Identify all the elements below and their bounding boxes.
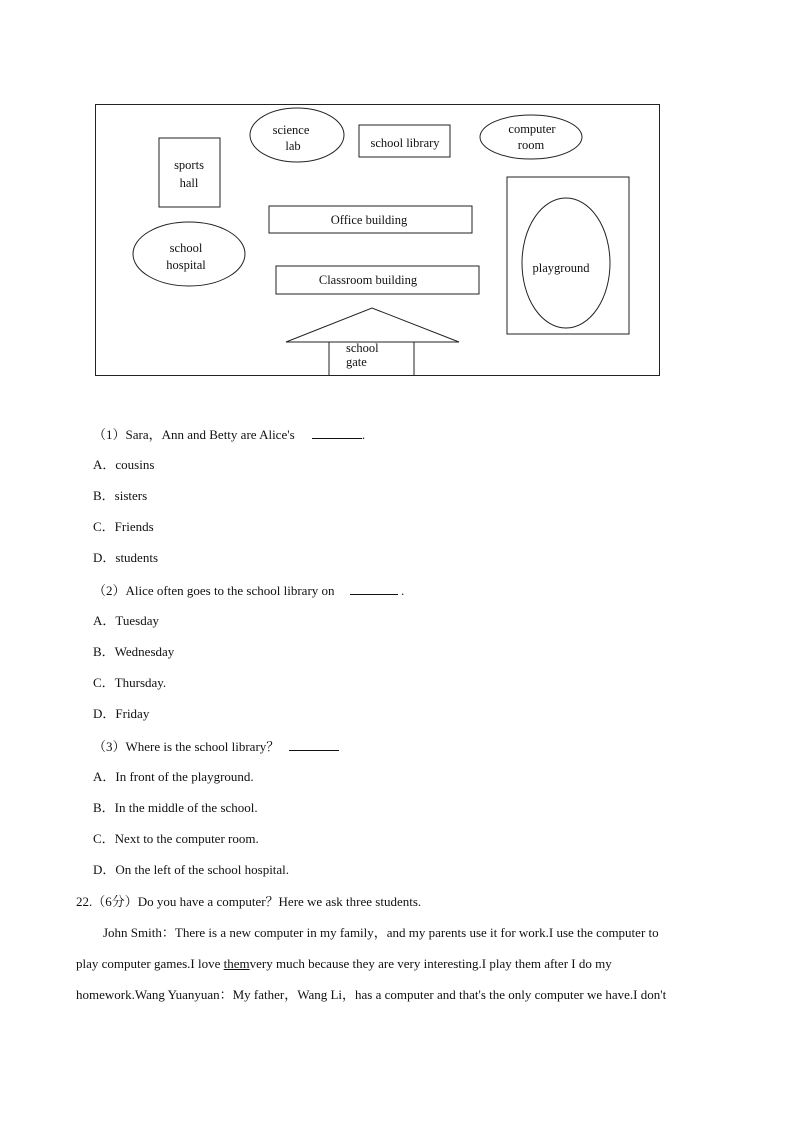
answer-blank-3[interactable] (289, 738, 339, 751)
answer-blank-2[interactable] (350, 582, 398, 595)
school-gate-label-2: gate (346, 355, 367, 369)
playground-shape (507, 177, 629, 334)
science-lab-label-1: science (272, 123, 310, 137)
question-3 (93, 738, 339, 755)
passage-line-2 (76, 956, 718, 972)
school-gate-label-1: school (346, 341, 379, 355)
school-hospital-label-2: hospital (166, 258, 206, 272)
q3-option-b[interactable]: B．In the middle of the school. (93, 800, 258, 815)
sports-hall-label-1: sports (174, 158, 204, 172)
classroom-building-label: Classroom building (318, 273, 418, 287)
q2-option-d[interactable]: D．Friday (93, 706, 150, 721)
sports-hall-label-2: hall (179, 176, 199, 190)
office-building-label: Office building (330, 213, 408, 227)
q3-option-c[interactable]: C．Next to the computer room. (93, 831, 259, 846)
sports-hall-shape (159, 138, 220, 207)
question-2-tail: . (401, 583, 405, 598)
passage-line-2-post: very much because they are very interesting.I play them after I do my (249, 956, 612, 971)
passage-line-3: homework.Wang Yuanyuan：My father，Wang Li，has a computer and that's the only computer we have.I don't (76, 987, 667, 1002)
school-library-label: school library (370, 136, 440, 150)
question-3-stem: （3）Where is the school library？ (93, 739, 280, 754)
q1-option-d[interactable]: D．students (93, 550, 159, 565)
school-gate-roof (286, 308, 459, 342)
question-1 (93, 426, 365, 443)
q2-option-a[interactable]: A．Tuesday (93, 613, 159, 628)
playground-label: playground (532, 261, 590, 275)
q3-option-a[interactable]: A．In front of the playground. (93, 769, 254, 784)
underlined-word-them: them (223, 956, 250, 971)
question-1-stem: （1）Sara，Ann and Betty are Alice's (93, 427, 295, 442)
science-lab-label-2: lab (285, 139, 301, 153)
question-1-tail: . (361, 427, 366, 442)
answer-blank-1[interactable] (312, 426, 362, 439)
school-map-diagram (95, 104, 660, 376)
question-2 (93, 582, 404, 599)
passage-line-1: John Smith：There is a new computer in my family，and my parents use it for work.I use the computer to (103, 925, 659, 940)
school-map (95, 104, 660, 376)
computer-room-label-1: computer (508, 122, 556, 136)
computer-room-label-2: room (517, 138, 545, 152)
passage-line-2-pre: play computer games.I love (76, 956, 224, 971)
q2-option-c[interactable]: C．Thursday. (93, 675, 167, 690)
question-2-stem: （2）Alice often goes to the school library on (93, 583, 335, 598)
q2-option-b[interactable]: B．Wednesday (93, 644, 175, 659)
school-hospital-label-1: school (169, 241, 203, 255)
q1-option-b[interactable]: B．sisters (93, 488, 148, 503)
q1-option-a[interactable]: A．cousins (93, 457, 155, 472)
q3-option-d[interactable]: D．On the left of the school hospital. (93, 862, 290, 877)
q1-option-c[interactable]: C．Friends (93, 519, 154, 534)
question-22-heading: 22.（6分）Do you have a computer？Here we ask three students. (76, 894, 422, 909)
